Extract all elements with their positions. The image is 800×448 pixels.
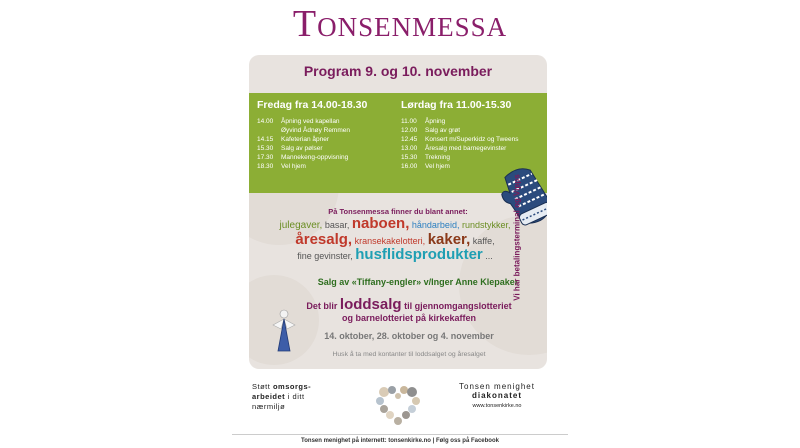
event: Åresalg med barnegevinster bbox=[425, 145, 507, 152]
time: 12.45 bbox=[401, 136, 418, 143]
event: Salg av grøt bbox=[425, 127, 461, 134]
word: husflidsprodukter bbox=[355, 246, 483, 263]
support-word: omsorgs- bbox=[272, 382, 312, 391]
event: Vel hjem bbox=[425, 163, 450, 170]
schedule-row bbox=[401, 126, 545, 135]
word: kaker, bbox=[427, 231, 471, 248]
tiffany-text: Salg av «Tiffany-engler» v/Inger Anne Klepaker bbox=[317, 277, 519, 287]
diakonat-line2: diakonatet bbox=[471, 391, 522, 400]
saturday-heading: Lørdag fra 11.00-15.30 bbox=[401, 99, 512, 111]
time: 14.15 bbox=[257, 136, 274, 143]
schedule-row bbox=[257, 162, 399, 171]
event: Åpning ved kapellan bbox=[281, 118, 340, 125]
time: 11.00 bbox=[401, 118, 417, 125]
lottery-dates: 14. oktober, 28. oktober og 4. november bbox=[324, 331, 494, 341]
schedule-row bbox=[257, 126, 399, 135]
time: 16.00 bbox=[401, 163, 418, 170]
word: basar, bbox=[324, 220, 350, 230]
support-word: i ditt bbox=[287, 392, 305, 401]
intro-text: På Tonsenmessa finner du blant annet: bbox=[328, 207, 468, 216]
event: Vel hjem bbox=[281, 163, 306, 170]
page-title: Tonsenmessa bbox=[292, 3, 508, 45]
event: Åpning bbox=[425, 118, 446, 125]
time: 18.30 bbox=[257, 163, 274, 170]
word: kransekakelotteri, bbox=[354, 236, 426, 246]
support-word: Støtt bbox=[252, 382, 271, 391]
poster bbox=[232, 0, 568, 448]
schedule-row bbox=[401, 144, 545, 153]
time: 17.30 bbox=[257, 154, 274, 161]
event: Salg av pølser bbox=[281, 145, 323, 152]
word: åresalg, bbox=[295, 231, 353, 248]
word: ... bbox=[485, 251, 493, 261]
event: Øyvind Ådnøy Remmen bbox=[281, 127, 350, 134]
event: Kafeterian åpner bbox=[281, 136, 330, 143]
event: Mannekeng-oppvisning bbox=[281, 154, 349, 161]
time: 14.00 bbox=[257, 118, 274, 125]
lottery-pre: Det blir bbox=[306, 301, 338, 311]
lottery-text bbox=[279, 296, 539, 324]
lottery-big: loddsalg bbox=[339, 296, 402, 313]
word: håndarbeid, bbox=[411, 220, 460, 230]
word: julegaver, bbox=[279, 220, 323, 231]
lottery-post: til gjennomgangslotteriet bbox=[404, 301, 512, 311]
schedule-row bbox=[401, 153, 545, 162]
diakonat-url[interactable]: www.tonsenkirke.no bbox=[472, 403, 522, 409]
program-card bbox=[249, 55, 547, 369]
word: fine gevinster, bbox=[297, 251, 353, 261]
support-word: nærmiljø bbox=[252, 402, 286, 411]
time: 12.00 bbox=[401, 127, 418, 134]
schedule-row bbox=[401, 135, 545, 144]
schedule-row bbox=[257, 153, 399, 162]
vipps-note: Vi har betalingsterminal og Vipps bbox=[512, 174, 522, 301]
word: naboen, bbox=[351, 215, 410, 232]
time: 15.30 bbox=[257, 145, 274, 152]
schedule-row bbox=[257, 117, 399, 126]
time: 15.30 bbox=[401, 154, 418, 161]
friday-column bbox=[257, 93, 399, 171]
program-heading: Program 9. og 10. november bbox=[303, 63, 493, 79]
schedule-row bbox=[257, 135, 399, 144]
time bbox=[257, 126, 281, 135]
schedule-row bbox=[401, 117, 545, 126]
word: rundstykker, bbox=[461, 220, 511, 230]
event: Trekning bbox=[425, 154, 451, 161]
word: kaffe, bbox=[472, 236, 495, 246]
schedule-row bbox=[257, 144, 399, 153]
saturday-column bbox=[401, 93, 545, 171]
reminder-text: Husk å ta med kontanter til loddsalget og åresalget bbox=[332, 351, 486, 358]
heart-stones-icon bbox=[372, 382, 424, 426]
word-cloud bbox=[257, 217, 533, 263]
friday-heading: Fredag fra 14.00-18.30 bbox=[257, 99, 368, 111]
support-slogan bbox=[252, 382, 342, 412]
time: 13.00 bbox=[401, 145, 418, 152]
event: Konsert m/Superkidz og Tweens bbox=[425, 136, 519, 143]
footer: Tonsen menighet på internett: tonsenkirke.no | Følg oss på Facebook bbox=[232, 434, 568, 444]
diakonat-logo bbox=[437, 382, 557, 409]
support-word: arbeidet bbox=[252, 392, 286, 401]
lottery-line2: og barnelotteriet på kirkekaffen bbox=[341, 313, 477, 323]
diakonat-line1: Tonsen menighet bbox=[459, 382, 535, 391]
